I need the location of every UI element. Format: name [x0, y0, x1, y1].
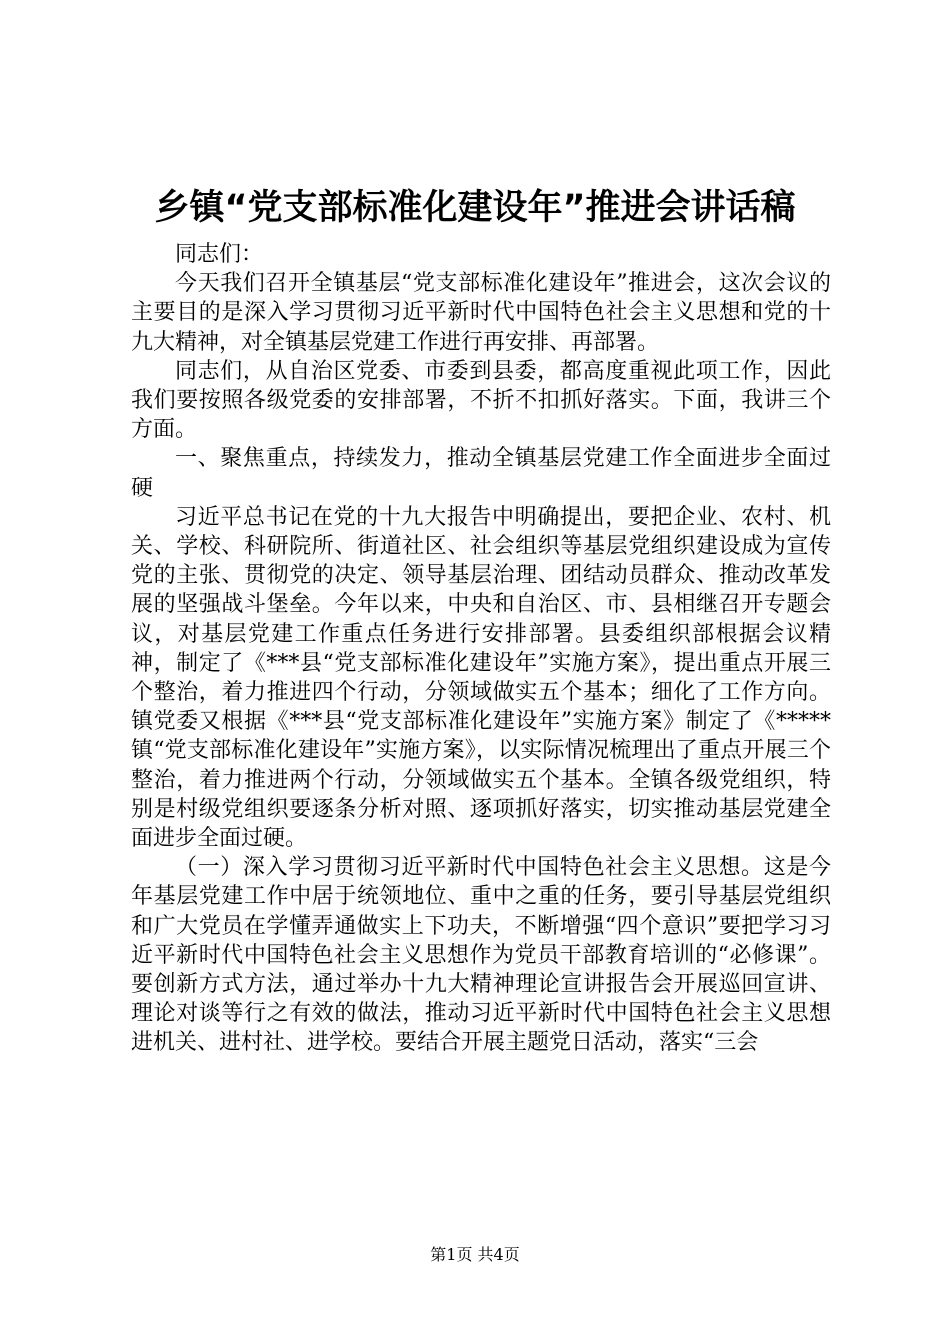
paragraph-salutation: 同志们：: [175, 242, 264, 267]
paragraph: 今天我们召开全镇基层“党支部标准化建设年”推进会，这次会议的主要目的是深入学习贯彻习近平新时代中国特色社会主义思想和党的十九大精神，对全镇基层党建工作进行再安排、再部署。: [131, 271, 831, 355]
paragraph: 习近平总书记在党的十九大报告中明确提出，要把企业、农村、机关、学校、科研院所、街道社区、社会组织等基层党组织建设成为宣传党的主张、贯彻党的决定、领导基层治理、团结动员群众、推动改革发展的坚强战斗堡垒。今年以来，中央和自治区、市、县相继召开专题会议，对基层党建工作重点任务进行安排部署。县委组织部根据会议精神，制定了《***县“党支部标准化建设年”实施方案》，提出重点开展三个整治，着力推进四个行动，分领域做实五个基本；细化了工作方向。镇党委又根据《***县“党支部标准化建设年”实施方案》制定了《*****镇“党支部标准化建设年”实施方案》，以实际情况梳理出了重点开展三个整治，着力推进两个行动，分领域做实五个基本。全镇各级党组织，特别是村级党组织要逐条分析对照、逐项抓好落实，切实推动基层党建全面进步全面过硬。: [131, 504, 831, 852]
document-title: 乡镇“党支部标准化建设年”推进会讲话稿: [154, 188, 796, 228]
paragraph: （一）深入学习贯彻习近平新时代中国特色社会主义思想。这是今年基层党建工作中居于统领地位、重中之重的任务，要引导基层党组织和广大党员在学懂弄通做实上下功夫，不断增强“四个意识”要把学习习近平新时代中国特色社会主义思想作为党员干部教育培训的“必修课”。要创新方式方法，通过举办十九大精神理论宣讲报告会开展巡回宣讲、理论对谈等行之有效的做法，推动习近平新时代中国特色社会主义思想进机关、进村社、进学校。要结合开展主题党日活动，落实“三会: [131, 855, 831, 1056]
section-heading: 一、聚焦重点，持续发力，推动全镇基层党建工作全面进步全面过硬: [131, 446, 831, 501]
page-footer: 第1页 共4页: [430, 1245, 520, 1264]
document-body: [131, 240, 831, 1058]
paragraph: 同志们，从自治区党委、市委到县委，都高度重视此项工作，因此我们要按照各级党委的安排部署，不折不扣抓好落实。下面，我讲三个方面。: [131, 358, 831, 443]
